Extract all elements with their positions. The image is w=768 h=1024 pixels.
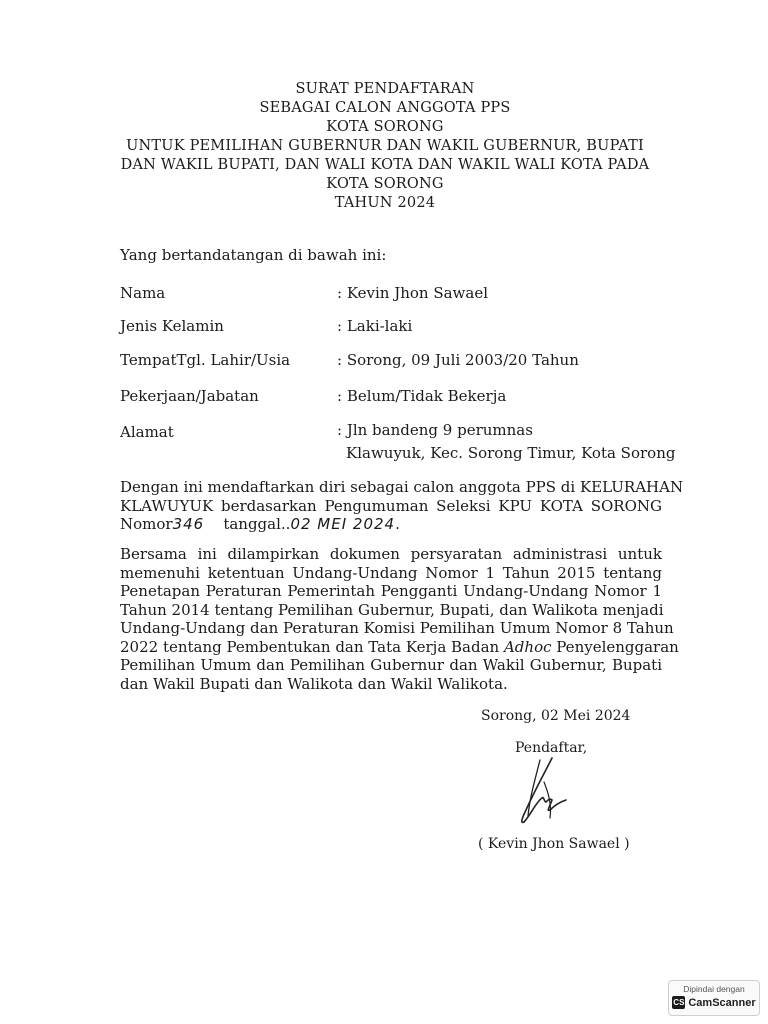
camscanner-watermark xyxy=(668,980,760,1016)
paragraph-registration xyxy=(120,478,684,534)
paragraph-line: Nomor346 tanggal..02 MEI 2024. xyxy=(120,515,400,533)
signer-role: Pendaftar, xyxy=(515,740,588,756)
paragraph-end-dot: . xyxy=(395,515,400,533)
field-label-alamat: Alamat xyxy=(120,423,174,441)
title-line: DAN WAKIL BUPATI, DAN WALI KOTA DAN WAKIL WALI KOTA PADA xyxy=(120,157,650,173)
paragraph-line: Undang-Undang dan Peraturan Komisi Pemilihan Umum Nomor 8 Tahun xyxy=(120,619,674,637)
field-label-ttl: TempatTgl. Lahir/Usia xyxy=(120,351,291,369)
document-title xyxy=(100,80,670,213)
field-value-nama: : Kevin Jhon Sawael xyxy=(337,284,489,302)
paragraph-line: Bersama ini dilampirkan dokumen persyaratan administrasi untuk xyxy=(120,545,662,563)
tanggal-handwritten: 02 MEI 2024 xyxy=(290,515,396,533)
field-label-jenis-kelamin: Jenis Kelamin xyxy=(120,317,224,335)
watermark-brand: CamScanner xyxy=(688,996,756,1009)
camscanner-logo-icon: CS xyxy=(673,998,685,1007)
paragraph-line: Tahun 2014 tentang Pemilihan Gubernur, Bupati, dan Walikota menjadi xyxy=(120,600,664,619)
field-label-nama: Nama xyxy=(120,284,166,302)
tanggal-label: tanggal xyxy=(223,515,281,533)
paragraph-line xyxy=(120,637,679,657)
line-text: Penyelenggaran xyxy=(551,637,679,656)
field-value-pekerjaan: : Belum/Tidak Bekerja xyxy=(337,387,507,405)
line-text: 2022 tentang Pembentukan dan Tata Kerja Badan xyxy=(120,637,504,656)
field-value-alamat-line2: Klawuyuk, Kec. Sorong Timur, Kota Sorong xyxy=(346,444,676,462)
title-line: TAHUN 2024 xyxy=(334,195,436,211)
watermark-caption: Dipindai dengan xyxy=(683,984,745,994)
paragraph-line: Dengan ini mendaftarkan diri sebagai calon anggota PPS di KELURAHAN xyxy=(120,478,684,496)
nomor-handwritten: 346 xyxy=(172,515,205,533)
title-line: KOTA SORONG xyxy=(326,176,444,192)
field-value-jenis-kelamin: : Laki-laki xyxy=(337,317,413,335)
title-line: UNTUK PEMILIHAN GUBERNUR DAN WAKIL GUBERNUR, BUPATI xyxy=(126,138,644,154)
italic-word: Adhoc xyxy=(503,637,552,656)
paragraph-line: dan Wakil Bupati dan Walikota dan Wakil Walikota. xyxy=(120,674,508,693)
paragraph-line: KLAWUYUK berdasarkan Pengumuman Seleksi KPU KOTA SORONG xyxy=(120,496,662,515)
paragraph-attachments xyxy=(120,545,679,693)
signer-name: ( Kevin Jhon Sawael ) xyxy=(478,836,630,852)
nomor-label: Nomor xyxy=(120,515,173,533)
field-value-ttl: : Sorong, 09 Juli 2003/20 Tahun xyxy=(337,351,579,369)
title-line: KOTA SORONG xyxy=(326,119,444,135)
title-line: SURAT PENDAFTARAN xyxy=(295,81,475,97)
field-value-alamat: : Jln bandeng 9 perumnas xyxy=(337,421,533,439)
paragraph-line: Penetapan Peraturan Pemerintah Pengganti Undang-Undang Nomor 1 xyxy=(120,582,662,600)
paragraph-line: memenuhi ketentuan Undang-Undang Nomor 1 Tahun 2015 tentang xyxy=(120,563,662,582)
field-label-pekerjaan: Pekerjaan/Jabatan xyxy=(120,387,259,405)
title-line: SEBAGAI CALON ANGGOTA PPS xyxy=(259,100,511,116)
signature-image xyxy=(500,752,580,832)
paragraph-line: Pemilihan Umum dan Pemilihan Gubernur dan Wakil Gubernur, Bupati xyxy=(120,656,662,674)
place-date: Sorong, 02 Mei 2024 xyxy=(481,708,631,724)
intro-text: Yang bertandatangan di bawah ini: xyxy=(120,246,387,264)
